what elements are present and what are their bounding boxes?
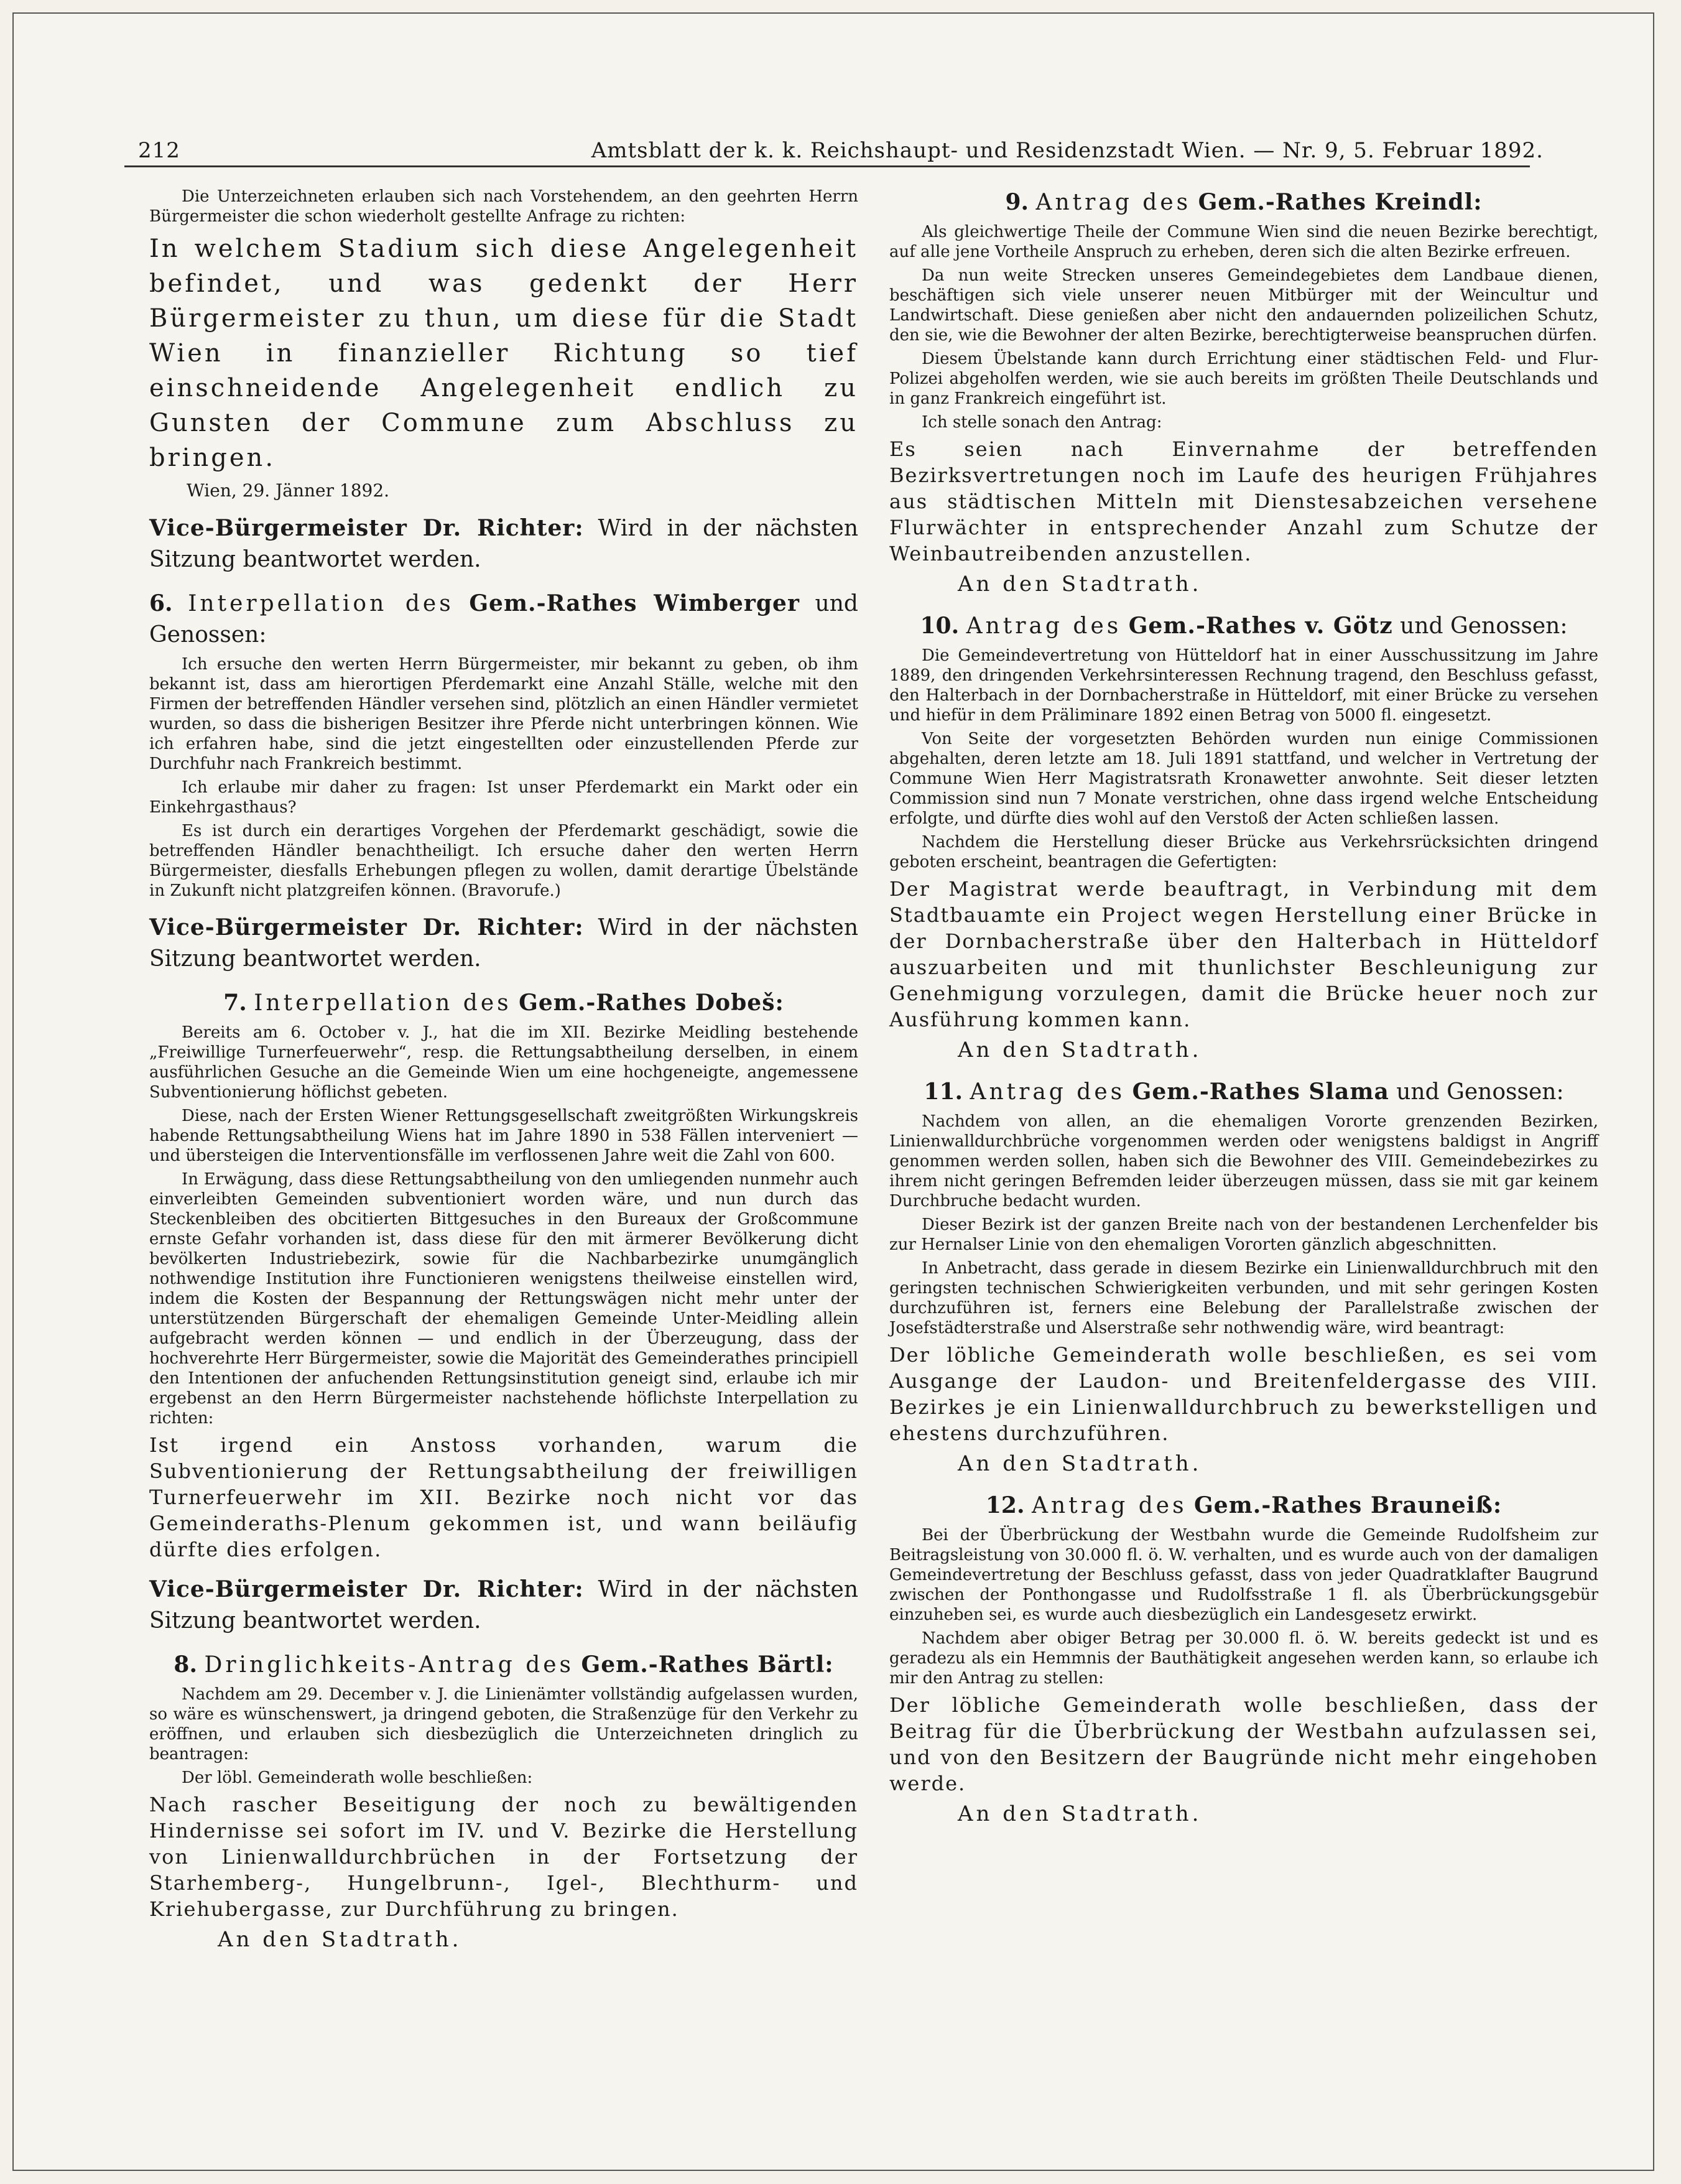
paragraph: Ich ersuche den werten Herrn Bürgermeister, mir bekannt zu geben, ob ihm bekannt ist, dass am hierortigen Pferdemarkt eine Anzahl Ställe, welche mit den Firmen der betreffenden Händler versehen sind, plötzlich an einen Händler vermietet wurden, so dass die bisherigen Besitzer ihre Pferde nicht unterbringen können. Wie ich erfahren habe, sind die jetzt eingestellten oder einzustellenden Pferde zur Durchfuhr nach Frankreich bestimmt.	[149, 655, 858, 773]
reply-text: Wird in der nächsten Sitzung beantwortet werden.	[149, 915, 859, 972]
paragraph: Dieser Bezirk ist der ganzen Breite nach von der bestandenen Lerchenfelder bis zur Hernalser Linie von den ehemaligen Vororten gänzlich abgeschnitten.	[889, 1215, 1598, 1254]
signoff: An den Stadtrath.	[958, 1038, 1202, 1062]
left-column	[149, 187, 858, 1962]
section-heading-9	[889, 187, 1598, 218]
reply-speaker: Vice-Bürgermeister Dr. Richter:	[149, 515, 584, 541]
section-author: Gem.-Rathes Dobeš:	[519, 990, 784, 1016]
section-number: 12.	[985, 1492, 1025, 1518]
paragraph: Es ist durch ein derartiges Vorgehen der Pferdemarkt geschädigt, sowie die betreffenden Händler benachtheiligt. Ich ersuche daher den werten Herrn Bürgermeister, diesfalls Erhebungen pflegen zu wollen, damit derartige Übelstände in Zukunft nicht platzgreifen können. (Bravorufe.)	[149, 822, 858, 900]
section-kind: Interpellation des	[254, 990, 512, 1016]
paragraph: Nachdem aber obiger Betrag per 30.000 fl. ö. W. bereits gedeckt ist und es geradezu als ein Hemmnis der Bauthätigkeit angesehen werden kann, so erlaube ich mir den Antrag zu stellen:	[889, 1629, 1598, 1688]
motion-text: Es seien nach Einvernahme der betreffenden Bezirksvertretungen noch im Laufe des heurigen Frühjahres aus städtischen Mitteln mit Dienstesabzeichen versehene Flurwächter in entsprechender Anzahl zum Schutze der Weinbautreibenden anzustellen.	[889, 437, 1598, 565]
reply-text: Wird in der nächsten Sitzung beantwortet werden.	[149, 516, 859, 572]
section-author: Gem.-Rathes Slama	[1132, 1079, 1389, 1105]
motion-text: Der löbliche Gemeinderath wolle beschließen, es sei vom Ausgange der Laudon- und Breitenfeldergasse des VIII. Bezirkes je ein Linienwalldurchbruch zu bewerkstelligen und ehestens durchzuführen.	[889, 1343, 1598, 1445]
paragraph: Als gleichwertige Theile der Commune Wien sind die neuen Bezirke berechtigt, auf alle jene Vortheile Anspruch zu erheben, deren sich die alten Bezirke erfreuen.	[889, 223, 1598, 261]
paragraph: Da nun weite Strecken unseres Gemeindegebietes dem Landbaue dienen, beschäftigen sich viele unserer neuen Mitbürger mit der Weincultur und Landwirtschaft. Diese genießen aber nicht den andauernden polizeilichen Schutz, den sie, wie die Bewohner der alten Bezirke, berechtigterweise beanspruchen dürfen.	[889, 266, 1598, 345]
right-column	[889, 187, 1598, 1836]
section-author: Gem.-Rathes Wimberger	[469, 590, 800, 616]
question-text: Ist irgend ein Anstoss vorhanden, warum die Subventionierung der Rettungsabtheilung der freiwilligen Turnerfeuerwehr im XII. Bezirke noch nicht vor das Gemeinderaths-Plenum gekommen ist, und wann beiläufig dürfte dies erfolgen.	[149, 1433, 858, 1561]
section-author: Gem.-Rathes v. Götz	[1128, 613, 1393, 639]
paragraph: Die Gemeindevertretung von Hütteldorf hat in einer Ausschussitzung im Jahre 1889, den dringenden Verkehrsinteressen Rechnung tragend, den Beschluss gefasst, den Halterbach in der Dornbacherstraße in Hütteldorf, mit einer Brücke zu versehen und hiefür in dem Präliminare 1892 einen Betrag von 5000 fl. eingesetzt.	[889, 646, 1598, 725]
section-tail: und Genossen:	[1396, 1079, 1564, 1105]
section-author: Gem.-Rathes Bärtl:	[581, 1652, 834, 1678]
page-number: 212	[138, 138, 180, 163]
paragraph: Von Seite der vorgesetzten Behörden wurden nun einige Commissionen abgehalten, deren letzte am 18. Juli 1891 stattfand, und welcher in Vertretung der Commune Wien Herr Magistratsrath Kronawetter anwohnte. Seit dieser letzten Commission sind nun 7 Monate verstrichen, ohne dass irgend welche Entscheidung erfolgte, und dürfte dies wohl auf den Verstoß der Acten schließen lassen.	[889, 730, 1598, 828]
paragraph: Bereits am 6. October v. J., hat die im XII. Bezirke Meidling bestehende „Freiwillige Turnerfeuerwehr“, resp. die Rettungsabtheilung derselben, in einem ausführlichen Gesuche an die Gemeinde Wien um eine hochgeneigte, angemessene Subventionierung höflichst gebeten.	[149, 1023, 858, 1102]
section-kind: Dringlichkeits-Antrag des	[204, 1652, 575, 1678]
reply-speaker: Vice-Bürgermeister Dr. Richter:	[149, 1576, 584, 1602]
running-title: Amtsblatt der k. k. Reichshaupt- und Residenzstadt Wien. — Nr. 9, 5. Februar 1892.	[591, 138, 1544, 163]
section-number: 10.	[920, 613, 960, 639]
reply-speaker: Vice-Bürgermeister Dr. Richter:	[149, 914, 584, 941]
section-kind: Antrag des	[966, 613, 1122, 639]
paragraph: Nachdem die Herstellung dieser Brücke aus Verkehrsrücksichten dringend geboten erscheint, beantragen die Gefertigten:	[889, 833, 1598, 871]
section-kind: Antrag des	[970, 1079, 1126, 1105]
section-author: Gem.-Rathes Kreindl:	[1198, 189, 1483, 215]
section-number: 11.	[924, 1079, 963, 1105]
section-kind: Antrag des	[1035, 190, 1192, 215]
section-number: 7.	[223, 990, 247, 1016]
section-heading-8	[149, 1649, 858, 1681]
section-heading-7	[149, 987, 858, 1019]
paragraph: In Anbetracht, dass gerade in diesem Bezirke ein Linienwalldurchbruch mit den geringsten technischen Schwierigkeiten verbunden, und mit sehr geringen Kosten durchzuführen ist, ferners eine Belebung der Parallelstraße zwischen der Josefstädterstraße und Alserstraße sehr nothwendig wäre, wird beantragt:	[889, 1259, 1598, 1337]
reply	[149, 1574, 858, 1637]
section-tail: und Genossen:	[149, 591, 858, 648]
signoff: An den Stadtrath.	[958, 1451, 1202, 1476]
reply	[149, 912, 858, 975]
paragraph: In Erwägung, dass diese Rettungsabtheilung von den umliegenden nunmehr auch einverleibten Gemeinden subventioniert worden wäre, und nun durch das Steckenbleiben des obcitierten Bittgesuches in den Bureaux der Großcommune ernste Gefahr vorhanden ist, dass diese für den mit ärmerer Bevölkerung dicht bevölkerten Industriebezirk, sowie für die Nachbarbezirke unumgänglich nothwendige Institution ihre Functionieren wenigstens theilweise einstellen wird, indem die Kosten der Bespannung der Rettungswägen nicht mehr unter der unterstützenden Bürgerschaft der ehemaligen Gemeinde Unter-Meidling allein aufgebracht werden können — und endlich in der Überzeugung, dass der hochverehrte Herr Bürgermeister, sowie die Majorität des Gemeinderathes principiell den Intentionen der anfuchenden Rettungsinstitution geneigt sind, erlaube ich mir ergebenst an den Herrn Bürgermeister nachstehende höflichste Interpellation zu richten:	[149, 1170, 858, 1428]
section-number: 6.	[149, 590, 173, 616]
paragraph: Der löbl. Gemeinderath wolle beschließen:	[182, 1768, 533, 1787]
section-kind: Interpellation des	[188, 591, 454, 616]
paragraph: Ich erlaube mir daher zu fragen: Ist unser Pferdemarkt ein Markt oder ein Einkehrgasthaus?	[149, 778, 858, 817]
question-text: In welchem Stadium sich diese Angelegenheit befindet, und was gedenkt der Herr Bürgermeister zu thun, um diese für die Stadt Wien in finanzieller Richtung so tief einschneidende Angelegenheit endlich zu Gunsten der Commune zum Abschluss zu bringen.	[149, 235, 858, 472]
paragraph: Nachdem am 29. December v. J. die Linienämter vollständig aufgelassen wurden, so wäre es wünschenswert, ja dringend geboten, die Straßenzüge für den Verkehr zu eröffnen, und erlauben sich diesbezüglich die Unterzeichneten dringlich zu beantragen:	[149, 1685, 858, 1763]
section-number: 8.	[174, 1652, 197, 1678]
header-rule	[124, 165, 1530, 167]
section-number: 9.	[1005, 189, 1029, 215]
section-author: Gem.-Rathes Brauneiß:	[1194, 1492, 1503, 1518]
motion-text: Nach rascher Beseitigung der noch zu bewältigenden Hindernisse sei sofort im IV. und V. Bezirke die Herstellung von Linienwalldurchbrüchen in der Fortsetzung der Starhemberg-, Hungelbrunn-, Igel-, Blechthurm- und Kriehubergasse, zur Durchführung zu bringen.	[149, 1793, 858, 1921]
signoff: An den Stadtrath.	[958, 1801, 1202, 1826]
signoff: An den Stadtrath.	[958, 572, 1202, 597]
paragraph: Diesem Übelstande kann durch Errichtung einer städtischen Feld- und Flur-Polizei abgeholfen werden, wie sie auch bereits im größten Theile Deutschlands und in ganz Frankreich eingeführt ist.	[889, 350, 1598, 408]
date-line: Wien, 29. Jänner 1892.	[187, 480, 390, 501]
section-heading-6	[149, 588, 858, 651]
reply	[149, 513, 858, 575]
paragraph: Ich stelle sonach den Antrag:	[922, 413, 1162, 432]
section-heading-12	[889, 1490, 1598, 1522]
motion-text: Der löbliche Gemeinderath wolle beschließen, dass der Beitrag für die Überbrückung der Westbahn aufzulassen sei, und von den Besitzern der Baugründe nicht mehr eingehoben werde.	[889, 1693, 1598, 1795]
paragraph: Nachdem von allen, an die ehemaligen Vororte grenzenden Bezirken, Linienwalldurchbrüche vorgenommen werden oder wenigstens baldigst in Angriff genommen werden sollen, haben sich die Bewohner des VIII. Gemeindebezirkes zu ihrem nicht geringen Befremden leider überzeugen müssen, dass sie mit gar keinem Durchbruche bedacht wurden.	[889, 1112, 1598, 1210]
section-tail: und Genossen:	[1400, 613, 1568, 639]
page-header	[138, 132, 1544, 169]
signoff: An den Stadtrath.	[218, 1927, 462, 1952]
paragraph: Bei der Überbrückung der Westbahn wurde die Gemeinde Rudolfsheim zur Beitragsleistung von 30.000 fl. ö. W. verhalten, und es wurde auch von der damaligen Gemeindevertretung der Beschluss gefasst, dass von jeder Quadratklafter Baugrund zwischen der Ponthongasse und Rudolfsstraße 1 fl. als Überbrückungsgebür einzuheben sei, es wurde auch diesbezüglich ein Landesgesetz erwirkt.	[889, 1526, 1598, 1624]
section-kind: Antrag des	[1031, 1493, 1187, 1518]
section-heading-11	[889, 1076, 1598, 1108]
paragraph: Die Unterzeichneten erlauben sich nach Vorstehendem, an den geehrten Herrn Bürgermeister die schon wiederholt gestellte Anfrage zu richten:	[149, 187, 858, 226]
section-heading-10	[889, 610, 1598, 642]
paragraph: Diese, nach der Ersten Wiener Rettungsgesellschaft zweitgrößten Wirkungskreis habende Rettungsabtheilung Wiens hat im Jahre 1890 in 538 Fällen interveniert — und übersteigen die Interventionsfälle im verflossenen Jahre weit die Zahl von 600.	[149, 1107, 858, 1165]
motion-text: Der Magistrat werde beauftragt, in Verbindung mit dem Stadtbauamte ein Project wegen Herstellung einer Brücke in der Dornbacherstraße über den Halterbach in Hütteldorf auszuarbeiten und mit thunlichster Beschleunigung zur Genehmigung vorzulegen, damit die Brücke heuer noch zur Ausführung kommen kann.	[889, 877, 1598, 1031]
reply-text: Wird in der nächsten Sitzung beantwortet werden.	[149, 1577, 859, 1633]
